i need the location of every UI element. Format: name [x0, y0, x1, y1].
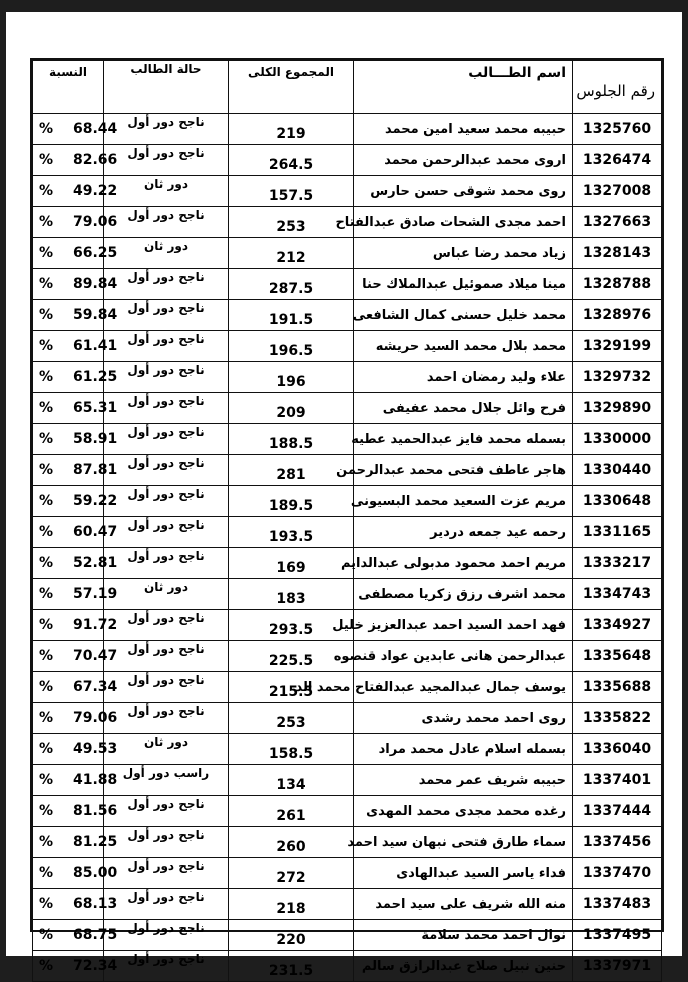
table-row: [33, 827, 662, 858]
percent-cell: [33, 610, 118, 641]
student-name-cell: مريم عزت السعيد محمد البسيونى: [354, 486, 573, 517]
total-score-cell: 193.5: [229, 517, 354, 548]
seat-number-cell: 1337401: [573, 765, 662, 796]
header-student-name: اسم الطـــالب: [354, 61, 573, 114]
percent-sign: %: [39, 648, 54, 664]
table-row: [33, 176, 662, 207]
total-score-cell: 191.5: [229, 300, 354, 331]
student-name-cell: حبيبه شريف عمر محمد: [354, 765, 573, 796]
student-name-cell: مريم احمد محمود مدبولى عبدالدايم: [354, 548, 573, 579]
status-cell: ناجح دور أول: [104, 920, 229, 951]
header-seat-number: رقم الجلوس: [573, 61, 662, 114]
percent-value: 79.06: [73, 214, 118, 230]
student-name-cell: محمد خليل حسنى كمال الشافعى: [354, 300, 573, 331]
student-name-cell: روى احمد محمد رشدى: [354, 703, 573, 734]
percent-value: 87.81: [73, 462, 118, 478]
seat-number-cell: 1325760: [573, 114, 662, 145]
percent-sign: %: [39, 369, 54, 385]
header-status: حالة الطالب: [104, 61, 229, 114]
status-cell: ناجح دور أول: [104, 672, 229, 703]
percent-cell: [33, 331, 118, 362]
percent-sign: %: [39, 741, 54, 757]
percent-sign: %: [39, 462, 54, 478]
student-name-cell: اروى محمد عبدالرحمن محمد: [354, 145, 573, 176]
table-header-row: [33, 61, 662, 114]
percent-value: 41.88: [73, 772, 118, 788]
total-score-cell: 264.5: [229, 145, 354, 176]
header-percent: النسبة: [33, 61, 104, 114]
seat-number-cell: 1329890: [573, 393, 662, 424]
status-cell: ناجح دور أول: [104, 827, 229, 858]
student-name-cell: هاجر عاطف فتحى محمد عبدالرحمن: [354, 455, 573, 486]
percent-cell: [33, 486, 118, 517]
percent-sign: %: [39, 555, 54, 571]
percent-sign: %: [39, 772, 54, 788]
percent-value: 49.53: [73, 741, 118, 757]
percent-cell: [33, 207, 118, 238]
percent-sign: %: [39, 493, 54, 509]
percent-cell: [33, 176, 118, 207]
percent-value: 81.25: [73, 834, 118, 850]
percent-cell: [33, 114, 118, 145]
percent-value: 58.91: [73, 431, 118, 447]
percent-value: 61.25: [73, 369, 118, 385]
seat-number-cell: 1328143: [573, 238, 662, 269]
status-cell: ناجح دور أول: [104, 424, 229, 455]
seat-number-cell: 1337483: [573, 889, 662, 920]
total-score-cell: 293.5: [229, 610, 354, 641]
percent-sign: %: [39, 524, 54, 540]
seat-number-cell: 1329732: [573, 362, 662, 393]
status-cell: راسب دور أول: [104, 765, 229, 796]
percent-value: 67.34: [73, 679, 118, 695]
percent-value: 91.72: [73, 617, 118, 633]
percent-sign: %: [39, 927, 54, 943]
seat-number-cell: 1327663: [573, 207, 662, 238]
status-cell: دور ثان: [104, 176, 229, 207]
table-row: [33, 207, 662, 238]
student-name-cell: رغده محمد مجدى محمد المهدى: [354, 796, 573, 827]
percent-value: 82.66: [73, 152, 118, 168]
results-table-frame: [30, 58, 664, 979]
student-name-cell: حنين نبيل صلاح عبدالرازق سالم: [354, 951, 573, 982]
percent-sign: %: [39, 617, 54, 633]
seat-number-cell: 1334743: [573, 579, 662, 610]
student-name-cell: محمد بلال محمد السيد حريشه: [354, 331, 573, 362]
seat-number-cell: 1328976: [573, 300, 662, 331]
percent-value: 61.41: [73, 338, 118, 354]
percent-value: 60.47: [73, 524, 118, 540]
percent-sign: %: [39, 803, 54, 819]
percent-sign: %: [39, 958, 54, 974]
table-row: [33, 641, 662, 672]
percent-cell: [33, 424, 118, 455]
total-score-cell: 231.5: [229, 951, 354, 982]
status-cell: دور ثان: [104, 734, 229, 765]
percent-cell: [33, 145, 118, 176]
seat-number-cell: 1331165: [573, 517, 662, 548]
table-row: [33, 734, 662, 765]
seat-number-cell: 1337971: [573, 951, 662, 982]
percent-sign: %: [39, 183, 54, 199]
table-row: [33, 951, 662, 982]
seat-number-cell: 1337444: [573, 796, 662, 827]
total-score-cell: 158.5: [229, 734, 354, 765]
percent-sign: %: [39, 586, 54, 602]
percent-value: 81.56: [73, 803, 118, 819]
results-table: [32, 60, 662, 982]
seat-number-cell: 1335648: [573, 641, 662, 672]
seat-number-cell: 1330440: [573, 455, 662, 486]
total-score-cell: 218: [229, 889, 354, 920]
total-score-cell: 287.5: [229, 269, 354, 300]
table-row: [33, 455, 662, 486]
percent-cell: [33, 579, 118, 610]
percent-sign: %: [39, 896, 54, 912]
percent-sign: %: [39, 307, 54, 323]
status-cell: ناجح دور أول: [104, 393, 229, 424]
total-score-cell: 261: [229, 796, 354, 827]
student-name-cell: مينا ميلاد صموئيل عبدالملاك حنا: [354, 269, 573, 300]
table-row: [33, 920, 662, 951]
percent-value: 89.84: [73, 276, 118, 292]
percent-value: 85.00: [73, 865, 118, 881]
percent-value: 57.19: [73, 586, 118, 602]
table-row: [33, 610, 662, 641]
total-score-cell: 196.5: [229, 331, 354, 362]
student-name-cell: رحمه عيد جمعه دردير: [354, 517, 573, 548]
percent-value: 66.25: [73, 245, 118, 261]
status-cell: ناجح دور أول: [104, 889, 229, 920]
seat-number-cell: 1330000: [573, 424, 662, 455]
status-cell: ناجح دور أول: [104, 455, 229, 486]
percent-value: 49.22: [73, 183, 118, 199]
table-body: [33, 114, 662, 982]
seat-number-cell: 1335688: [573, 672, 662, 703]
percent-value: 68.44: [73, 121, 118, 137]
total-score-cell: 169: [229, 548, 354, 579]
status-cell: ناجح دور أول: [104, 796, 229, 827]
percent-value: 68.75: [73, 927, 118, 943]
seat-number-cell: 1337495: [573, 920, 662, 951]
student-name-cell: احمد مجدى الشحات صادق عبدالفتاح: [354, 207, 573, 238]
percent-cell: [33, 269, 118, 300]
total-score-cell: 219: [229, 114, 354, 145]
student-name-cell: علاء وليد رمضان احمد: [354, 362, 573, 393]
total-score-cell: 188.5: [229, 424, 354, 455]
total-score-cell: 281: [229, 455, 354, 486]
percent-value: 52.81: [73, 555, 118, 571]
table-row: [33, 796, 662, 827]
percent-cell: [33, 300, 118, 331]
total-score-cell: 253: [229, 703, 354, 734]
percent-sign: %: [39, 679, 54, 695]
percent-cell: [33, 393, 118, 424]
table-row: [33, 765, 662, 796]
percent-sign: %: [39, 338, 54, 354]
percent-value: 72.34: [73, 958, 118, 974]
table-row: [33, 269, 662, 300]
percent-cell: [33, 548, 118, 579]
table-row: [33, 145, 662, 176]
status-cell: ناجح دور أول: [104, 517, 229, 548]
table-row: [33, 300, 662, 331]
table-row: [33, 548, 662, 579]
student-name-cell: سماء طارق فتحى نبهان سيد احمد: [354, 827, 573, 858]
seat-number-cell: 1326474: [573, 145, 662, 176]
percent-cell: [33, 238, 118, 269]
percent-cell: [33, 362, 118, 393]
percent-cell: [33, 765, 118, 796]
total-score-cell: 134: [229, 765, 354, 796]
table-row: [33, 858, 662, 889]
student-name-cell: فرح وائل جلال محمد عفيفى: [354, 393, 573, 424]
status-cell: ناجح دور أول: [104, 486, 229, 517]
status-cell: ناجح دور أول: [104, 207, 229, 238]
total-score-cell: 215.5: [229, 672, 354, 703]
seat-number-cell: 1337470: [573, 858, 662, 889]
status-cell: دور ثان: [104, 579, 229, 610]
percent-sign: %: [39, 276, 54, 292]
percent-cell: [33, 672, 118, 703]
percent-sign: %: [39, 121, 54, 137]
percent-cell: [33, 827, 118, 858]
percent-cell: [33, 703, 118, 734]
seat-number-cell: 1335822: [573, 703, 662, 734]
student-name-cell: يوسف جمال عبدالمجيد عبدالفتاح محمد الد: [354, 672, 573, 703]
percent-sign: %: [39, 400, 54, 416]
status-cell: دور ثان: [104, 238, 229, 269]
status-cell: ناجح دور أول: [104, 269, 229, 300]
total-score-cell: 183: [229, 579, 354, 610]
percent-cell: [33, 734, 118, 765]
percent-sign: %: [39, 152, 54, 168]
percent-sign: %: [39, 245, 54, 261]
status-cell: ناجح دور أول: [104, 951, 229, 982]
status-cell: ناجح دور أول: [104, 300, 229, 331]
total-score-cell: 196: [229, 362, 354, 393]
percent-cell: [33, 517, 118, 548]
total-score-cell: 220: [229, 920, 354, 951]
percent-cell: [33, 858, 118, 889]
status-cell: ناجح دور أول: [104, 610, 229, 641]
seat-number-cell: 1327008: [573, 176, 662, 207]
percent-value: 79.06: [73, 710, 118, 726]
percent-cell: [33, 951, 118, 982]
status-cell: ناجح دور أول: [104, 362, 229, 393]
table-row: [33, 331, 662, 362]
percent-value: 70.47: [73, 648, 118, 664]
seat-number-cell: 1329199: [573, 331, 662, 362]
total-score-cell: 209: [229, 393, 354, 424]
table-row: [33, 889, 662, 920]
status-cell: ناجح دور أول: [104, 114, 229, 145]
table-row: [33, 362, 662, 393]
percent-cell: [33, 920, 118, 951]
table-row: [33, 672, 662, 703]
percent-cell: [33, 455, 118, 486]
table-row: [33, 486, 662, 517]
status-cell: ناجح دور أول: [104, 145, 229, 176]
total-score-cell: 212: [229, 238, 354, 269]
percent-cell: [33, 641, 118, 672]
total-score-cell: 272: [229, 858, 354, 889]
status-cell: ناجح دور أول: [104, 331, 229, 362]
table-row: [33, 517, 662, 548]
percent-sign: %: [39, 431, 54, 447]
student-name-cell: بسمله محمد فايز عبدالحميد عطيه: [354, 424, 573, 455]
student-name-cell: محمد اشرف رزق زكريا مصطفى: [354, 579, 573, 610]
student-name-cell: روى محمد شوقى حسن حارس: [354, 176, 573, 207]
seat-number-cell: 1334927: [573, 610, 662, 641]
student-name-cell: فهد احمد السيد احمد عبدالعزيز خليل: [354, 610, 573, 641]
percent-cell: [33, 796, 118, 827]
percent-sign: %: [39, 214, 54, 230]
percent-value: 59.22: [73, 493, 118, 509]
status-cell: ناجح دور أول: [104, 858, 229, 889]
table-row: [33, 393, 662, 424]
percent-cell: [33, 889, 118, 920]
student-name-cell: زياد محمد رضا عباس: [354, 238, 573, 269]
percent-value: 65.31: [73, 400, 118, 416]
percent-value: 59.84: [73, 307, 118, 323]
total-score-cell: 253: [229, 207, 354, 238]
seat-number-cell: 1328788: [573, 269, 662, 300]
student-name-cell: حبيبه محمد سعيد امين محمد: [354, 114, 573, 145]
student-name-cell: نوال احمد محمد سلامة: [354, 920, 573, 951]
student-name-cell: منه الله شريف على سيد احمد: [354, 889, 573, 920]
seat-number-cell: 1336040: [573, 734, 662, 765]
total-score-cell: 260: [229, 827, 354, 858]
percent-sign: %: [39, 865, 54, 881]
table-row: [33, 703, 662, 734]
student-name-cell: فداء ياسر السيد عبدالهادى: [354, 858, 573, 889]
percent-sign: %: [39, 710, 54, 726]
header-total: المجموع الكلى: [229, 61, 354, 114]
total-score-cell: 225.5: [229, 641, 354, 672]
document-page: [6, 12, 682, 979]
seat-number-cell: 1337456: [573, 827, 662, 858]
student-name-cell: بسمله اسلام عادل محمد مراد: [354, 734, 573, 765]
status-cell: ناجح دور أول: [104, 548, 229, 579]
seat-number-cell: 1330648: [573, 486, 662, 517]
student-name-cell: عبدالرحمن هانى عابدين عواد قنصوه: [354, 641, 573, 672]
status-cell: ناجح دور أول: [104, 703, 229, 734]
percent-sign: %: [39, 834, 54, 850]
table-row: [33, 579, 662, 610]
status-cell: ناجح دور أول: [104, 641, 229, 672]
total-score-cell: 157.5: [229, 176, 354, 207]
seat-number-cell: 1333217: [573, 548, 662, 579]
percent-value: 68.13: [73, 896, 118, 912]
total-score-cell: 189.5: [229, 486, 354, 517]
table-row: [33, 114, 662, 145]
table-row: [33, 424, 662, 455]
table-row: [33, 238, 662, 269]
